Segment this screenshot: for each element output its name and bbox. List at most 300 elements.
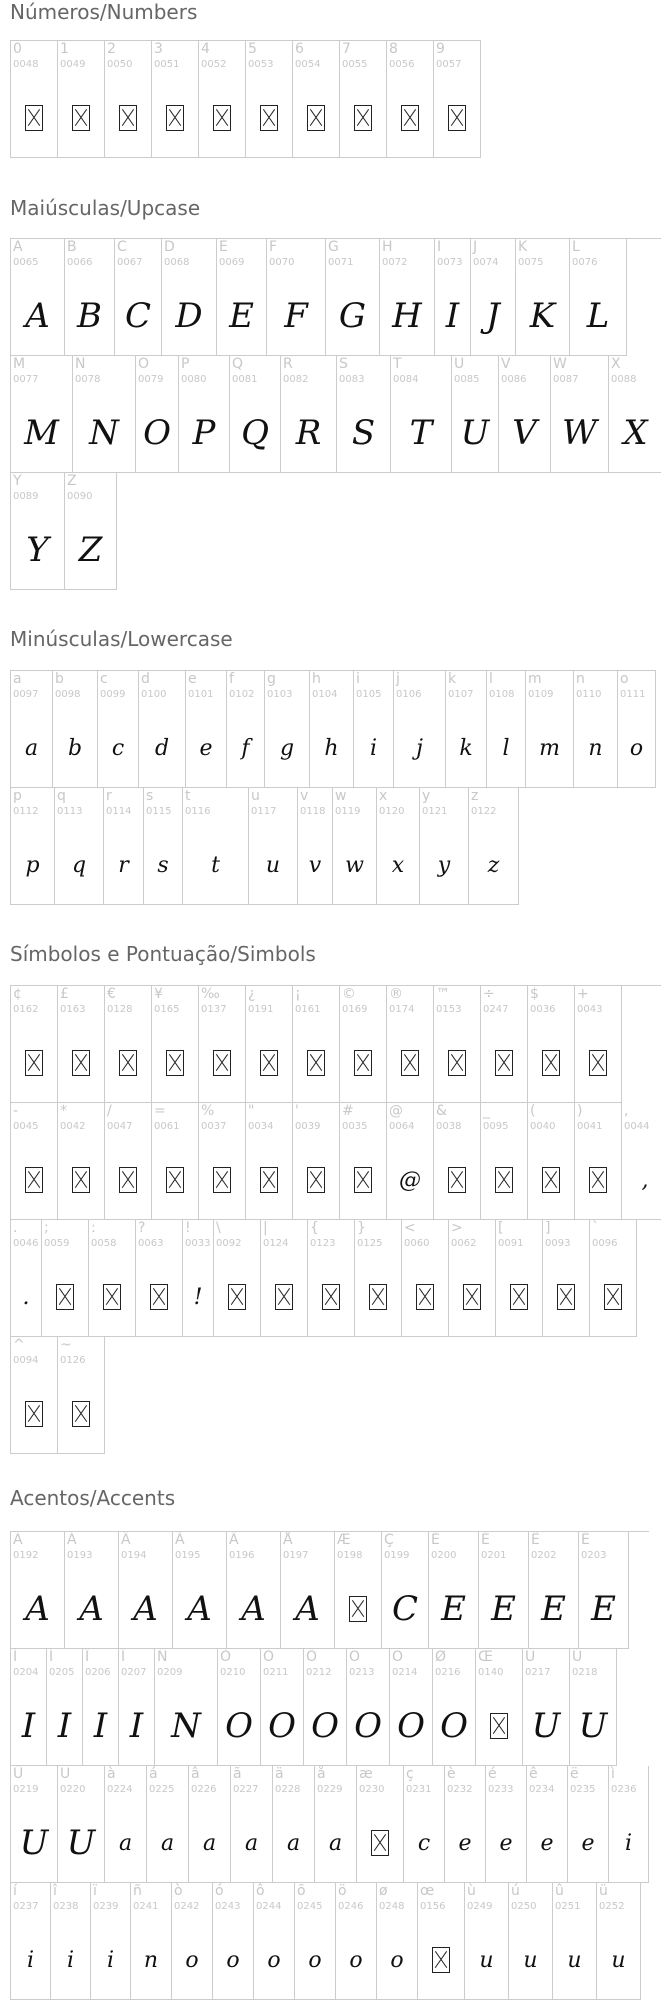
glyph-cell — [55, 788, 104, 905]
glyph-preview: n — [143, 1947, 159, 1973]
glyph-cell — [336, 1883, 377, 2000]
glyph-cell — [340, 41, 387, 158]
character-code: 0231 — [406, 1784, 432, 1795]
character-code: 0227 — [233, 1784, 259, 1795]
missing-glyph-icon — [495, 1167, 513, 1193]
glyph-cell — [98, 671, 139, 788]
missing-glyph-icon — [150, 1284, 168, 1310]
character-label: L — [572, 239, 580, 255]
character-label: A — [13, 239, 23, 255]
character-label: T — [393, 356, 402, 372]
glyph-cell — [391, 356, 452, 473]
glyph-preview: R — [295, 413, 322, 453]
character-code: 0195 — [175, 1550, 201, 1561]
character-code: 0214 — [392, 1667, 418, 1678]
character-label: G — [328, 239, 339, 255]
character-label: Ê — [531, 1532, 540, 1548]
character-code: 0194 — [121, 1550, 147, 1561]
missing-glyph-icon — [72, 1050, 90, 1076]
character-label: à — [107, 1766, 116, 1782]
character-label: h — [312, 671, 321, 687]
glyph-preview: I — [129, 1706, 144, 1746]
glyph-cell — [11, 788, 55, 905]
glyph-cell — [387, 986, 434, 1103]
character-label: } — [357, 1220, 366, 1236]
glyph-cell — [568, 1766, 609, 1883]
glyph-row — [11, 788, 656, 905]
glyph-cell — [11, 473, 65, 590]
character-code: 0118 — [300, 806, 326, 817]
character-label: $ — [530, 986, 539, 1002]
character-label: y — [422, 788, 431, 804]
glyph-preview: n — [588, 735, 603, 761]
character-code: 0088 — [611, 374, 637, 385]
glyph-preview: o — [185, 1947, 199, 1973]
character-label: £ — [60, 986, 69, 1002]
missing-glyph-icon — [432, 1947, 450, 1973]
glyph-row — [11, 1103, 661, 1220]
character-label: Ï — [121, 1649, 126, 1665]
character-label: Z — [67, 473, 77, 489]
glyph-preview: Y — [26, 530, 49, 570]
glyph-cell — [144, 788, 183, 905]
glyph-cell — [11, 1766, 58, 1883]
glyph-cell — [281, 1532, 335, 1649]
character-code: 0114 — [106, 806, 132, 817]
character-code: 0248 — [379, 1901, 405, 1912]
glyph-cell — [315, 1766, 357, 1883]
character-label: _ — [483, 1103, 490, 1119]
character-label: ¢ — [13, 986, 22, 1002]
glyph-preview: I — [93, 1706, 108, 1746]
missing-glyph-icon — [416, 1284, 434, 1310]
character-code: 0128 — [107, 1004, 133, 1015]
character-label: € — [107, 986, 116, 1002]
glyph-preview: G — [338, 296, 367, 336]
missing-glyph-icon — [213, 1167, 231, 1193]
missing-glyph-icon — [589, 1167, 607, 1193]
glyph-preview: c — [111, 735, 125, 761]
glyph-preview: a — [24, 735, 39, 761]
glyph-cell — [11, 1532, 65, 1649]
character-label: j — [396, 671, 400, 687]
character-code: 0083 — [339, 374, 365, 385]
glyph-preview: K — [529, 296, 556, 336]
character-label: d — [141, 671, 150, 687]
character-label: í — [13, 1883, 17, 1899]
glyph-preview: h — [324, 735, 339, 761]
glyph-preview: o — [629, 735, 644, 761]
character-code: 0209 — [157, 1667, 183, 1678]
character-label: c — [100, 671, 108, 687]
character-code: 0236 — [611, 1784, 637, 1795]
glyph-row — [11, 1220, 661, 1337]
glyph-preview: I — [445, 296, 460, 336]
glyph-cell — [91, 1883, 131, 2000]
character-code: 0229 — [317, 1784, 343, 1795]
glyph-cell — [136, 356, 179, 473]
character-code: 0033 — [185, 1238, 211, 1249]
glyph-cell — [173, 1532, 227, 1649]
glyph-preview: u — [523, 1947, 538, 1973]
character-code: 0043 — [577, 1004, 603, 1015]
character-code: 0163 — [60, 1004, 86, 1015]
character-label: Ì — [13, 1649, 18, 1665]
character-label: t — [185, 788, 191, 804]
glyph-preview: c — [417, 1830, 431, 1856]
glyph-cell — [65, 239, 115, 356]
glyph-cell — [199, 1103, 246, 1220]
glyph-cell — [213, 1883, 254, 2000]
glyph-cell — [382, 1532, 429, 1649]
glyph-cell — [11, 41, 58, 158]
glyph-cell — [528, 986, 575, 1103]
glyph-preview: o — [390, 1947, 404, 1973]
character-label: # — [342, 1103, 354, 1119]
glyph-preview: P — [192, 413, 216, 453]
glyph-cell — [214, 1220, 261, 1337]
character-code: 0106 — [396, 689, 422, 700]
glyph-preview: , — [641, 1167, 649, 1193]
glyph-preview: p — [25, 852, 40, 878]
glyph-cell — [481, 1103, 528, 1220]
character-label: Ä — [229, 1532, 239, 1548]
character-label: 7 — [342, 41, 351, 57]
glyph-cell — [131, 1883, 172, 2000]
glyph-cell — [471, 239, 516, 356]
missing-glyph-icon — [401, 1050, 419, 1076]
glyph-cell — [105, 1103, 152, 1220]
character-label: î — [53, 1883, 57, 1899]
character-code: 0063 — [138, 1238, 164, 1249]
character-code: 0078 — [75, 374, 101, 385]
character-label: Ü — [60, 1766, 71, 1782]
glyph-cell — [509, 1883, 553, 2000]
section-title: Acentos/Accents — [10, 1486, 176, 1510]
glyph-row — [11, 356, 661, 473]
glyph-preview: B — [77, 296, 102, 336]
character-label: 0 — [13, 41, 22, 57]
glyph-cell — [377, 1883, 418, 2000]
glyph-preview: A — [25, 296, 50, 336]
glyph-cell — [73, 356, 136, 473]
character-code: 0061 — [154, 1121, 180, 1132]
missing-glyph-icon — [463, 1284, 481, 1310]
character-code: 0049 — [60, 59, 86, 70]
glyph-cell — [340, 1103, 387, 1220]
character-label: Å — [283, 1532, 293, 1548]
character-code: 0228 — [275, 1784, 301, 1795]
character-code: 0219 — [13, 1784, 39, 1795]
glyph-cell — [58, 1103, 105, 1220]
character-code: 0095 — [483, 1121, 509, 1132]
character-code: 0250 — [511, 1901, 537, 1912]
character-label: 3 — [154, 41, 163, 57]
glyph-cell — [11, 986, 58, 1103]
glyph-preview: U — [578, 1706, 608, 1746]
missing-glyph-icon — [490, 1713, 508, 1739]
character-label: ø — [379, 1883, 388, 1899]
character-label: I — [437, 239, 442, 255]
character-label: ÷ — [483, 986, 495, 1002]
glyph-preview: i — [624, 1830, 633, 1856]
character-code: 0085 — [454, 374, 480, 385]
missing-glyph-icon — [213, 105, 231, 131]
glyph-preview: O — [268, 1706, 296, 1746]
character-code: 0081 — [232, 374, 258, 385]
character-code: 0052 — [201, 59, 227, 70]
glyph-cell — [523, 1649, 570, 1766]
character-label: v — [300, 788, 309, 804]
character-label: : — [91, 1220, 96, 1236]
glyph-preview: d — [154, 735, 170, 761]
glyph-cell — [11, 1337, 58, 1454]
character-code: 0218 — [572, 1667, 598, 1678]
missing-glyph-icon — [260, 1167, 278, 1193]
character-label: û — [555, 1883, 564, 1899]
glyph-preview: D — [175, 296, 203, 336]
character-label: ã — [233, 1766, 242, 1782]
glyph-preview: e — [458, 1830, 472, 1856]
glyph-preview: ! — [193, 1284, 203, 1310]
missing-glyph-icon — [307, 1167, 325, 1193]
character-label: U — [454, 356, 465, 372]
glyph-cell — [281, 356, 337, 473]
character-code: 0093 — [545, 1238, 571, 1249]
glyph-cell — [105, 986, 152, 1103]
glyph-cell — [394, 671, 446, 788]
character-label: é — [488, 1766, 497, 1782]
missing-glyph-icon — [307, 105, 325, 131]
missing-glyph-icon — [448, 1050, 466, 1076]
glyph-preview: O — [143, 413, 171, 453]
character-label: ™ — [436, 986, 450, 1002]
glyph-cell — [162, 239, 217, 356]
character-label: > — [451, 1220, 463, 1236]
glyph-preview: a — [202, 1830, 217, 1856]
glyph-cell — [575, 1103, 622, 1220]
glyph-cell — [579, 1532, 629, 1649]
character-code: 0056 — [389, 59, 415, 70]
glyph-cell — [295, 1883, 336, 2000]
missing-glyph-icon — [25, 105, 43, 131]
glyph-preview: U — [460, 413, 490, 453]
character-label: b — [55, 671, 64, 687]
glyph-preview: u — [567, 1947, 582, 1973]
character-label: ä — [275, 1766, 284, 1782]
character-code: 0162 — [13, 1004, 39, 1015]
glyph-cell — [119, 1532, 173, 1649]
character-code: 0074 — [473, 257, 499, 268]
missing-glyph-icon — [25, 1401, 43, 1427]
character-code: 0225 — [149, 1784, 175, 1795]
character-label: È — [431, 1532, 440, 1548]
character-code: 0235 — [570, 1784, 596, 1795]
glyph-preview: i — [369, 735, 378, 761]
character-label: n — [576, 671, 585, 687]
missing-glyph-icon — [448, 105, 466, 131]
character-label: æ — [359, 1766, 373, 1782]
glyph-cell — [465, 1883, 509, 2000]
missing-glyph-icon — [72, 1401, 90, 1427]
glyph-cell — [218, 1649, 261, 1766]
character-label: ` — [592, 1220, 599, 1236]
glyph-cell — [261, 1649, 304, 1766]
character-code: 0100 — [141, 689, 167, 700]
character-label: z — [471, 788, 479, 804]
glyph-cell — [377, 788, 420, 905]
character-code: 0069 — [219, 257, 245, 268]
character-code: 0234 — [529, 1784, 555, 1795]
missing-glyph-icon — [354, 1050, 372, 1076]
character-code: 0247 — [483, 1004, 509, 1015]
character-label: ¥ — [154, 986, 163, 1002]
character-label: m — [528, 671, 542, 687]
glyph-cell — [58, 986, 105, 1103]
character-code: 0116 — [185, 806, 211, 817]
glyph-cell — [293, 1103, 340, 1220]
glyph-cell — [526, 671, 574, 788]
character-label: Â — [121, 1532, 131, 1548]
glyph-preview: o — [226, 1947, 240, 1973]
glyph-cell — [609, 1766, 649, 1883]
glyph-cell — [357, 1766, 404, 1883]
character-label: õ — [297, 1883, 306, 1899]
character-label: ü — [599, 1883, 608, 1899]
character-label: ú — [511, 1883, 520, 1899]
character-code: 0119 — [335, 806, 361, 817]
character-code: 0230 — [359, 1784, 385, 1795]
glyph-preview: C — [124, 296, 151, 336]
glyph-cell — [58, 1766, 105, 1883]
character-label: . — [13, 1220, 18, 1236]
character-label: B — [67, 239, 77, 255]
character-code: 0201 — [481, 1550, 507, 1561]
character-code: 0044 — [624, 1121, 650, 1132]
character-code: 0082 — [283, 374, 309, 385]
character-label: Ã — [175, 1532, 185, 1548]
character-label: Í — [49, 1649, 54, 1665]
glyph-preview: r — [118, 852, 129, 878]
character-code: 0038 — [436, 1121, 462, 1132]
character-code: 0217 — [525, 1667, 551, 1678]
glyph-cell — [152, 986, 199, 1103]
character-label: x — [379, 788, 388, 804]
glyph-cell — [496, 1220, 543, 1337]
glyph-preview: A — [133, 1589, 158, 1629]
character-label: q — [57, 788, 66, 804]
missing-glyph-icon — [56, 1284, 74, 1310]
glyph-cell — [516, 239, 570, 356]
glyph-cell — [404, 1766, 445, 1883]
glyph-cell — [89, 1220, 136, 1337]
glyph-preview: E — [441, 1589, 466, 1629]
character-label: k — [448, 671, 457, 687]
missing-glyph-icon — [448, 1167, 466, 1193]
character-code: 0036 — [530, 1004, 556, 1015]
glyph-cell — [186, 671, 227, 788]
character-label: á — [149, 1766, 158, 1782]
glyph-cell — [452, 356, 499, 473]
character-label: + — [577, 986, 589, 1002]
character-label: ì — [611, 1766, 615, 1782]
character-label: ! — [185, 1220, 191, 1236]
glyph-preview: U — [531, 1706, 561, 1746]
glyph-cell — [435, 239, 471, 356]
character-label: Ù — [525, 1649, 536, 1665]
character-code: 0111 — [620, 689, 646, 700]
character-label: Ñ — [157, 1649, 168, 1665]
character-code: 0110 — [576, 689, 602, 700]
character-code: 0040 — [530, 1121, 556, 1132]
character-label: Ú — [572, 1649, 583, 1665]
glyph-preview: t — [211, 852, 220, 878]
character-label: 5 — [248, 41, 257, 57]
character-label: œ — [420, 1883, 435, 1899]
glyph-preview: I — [21, 1706, 36, 1746]
character-code: 0071 — [328, 257, 354, 268]
character-label: r — [106, 788, 112, 804]
character-code: 0045 — [13, 1121, 39, 1132]
missing-glyph-icon — [72, 105, 90, 131]
glyph-cell — [293, 986, 340, 1103]
glyph-cell — [246, 41, 293, 158]
character-code: 0249 — [467, 1901, 493, 1912]
character-label: S — [339, 356, 348, 372]
glyph-cell — [574, 671, 618, 788]
character-label: Œ — [478, 1649, 493, 1665]
character-code: 0211 — [263, 1667, 289, 1678]
glyph-row — [11, 1532, 649, 1649]
glyph-cell — [42, 1220, 89, 1337]
glyph-preview: y — [437, 852, 451, 878]
glyph-cell — [476, 1649, 523, 1766]
glyph-row — [11, 239, 661, 356]
character-label: " — [248, 1103, 255, 1119]
glyph-cell — [65, 473, 117, 590]
character-code: 0037 — [201, 1121, 227, 1132]
character-label: K — [518, 239, 528, 255]
character-label: F — [269, 239, 278, 255]
missing-glyph-icon — [72, 1167, 90, 1193]
glyph-preview: j — [416, 735, 423, 761]
glyph-preview: u — [479, 1947, 494, 1973]
character-code: 0064 — [389, 1121, 415, 1132]
glyph-preview: O — [397, 1706, 425, 1746]
glyph-preview: o — [308, 1947, 322, 1973]
character-code: 0245 — [297, 1901, 323, 1912]
glyph-cell — [390, 1649, 433, 1766]
character-code: 0072 — [382, 257, 408, 268]
character-code: 0076 — [572, 257, 598, 268]
character-code: 0077 — [13, 374, 39, 385]
character-label: ^ — [13, 1337, 25, 1353]
character-code: 0066 — [67, 257, 93, 268]
missing-glyph-icon — [166, 1167, 184, 1193]
character-code: 0042 — [60, 1121, 86, 1132]
glyph-cell — [337, 356, 391, 473]
glyph-preview: N — [89, 413, 119, 453]
character-label: 2 — [107, 41, 116, 57]
glyph-grid — [10, 238, 661, 590]
character-label: Õ — [349, 1649, 361, 1665]
glyph-cell — [53, 671, 98, 788]
character-code: 0220 — [60, 1784, 86, 1795]
glyph-grid — [10, 670, 656, 905]
character-label: V — [501, 356, 511, 372]
character-code: 0048 — [13, 59, 39, 70]
character-code: 0079 — [138, 374, 164, 385]
